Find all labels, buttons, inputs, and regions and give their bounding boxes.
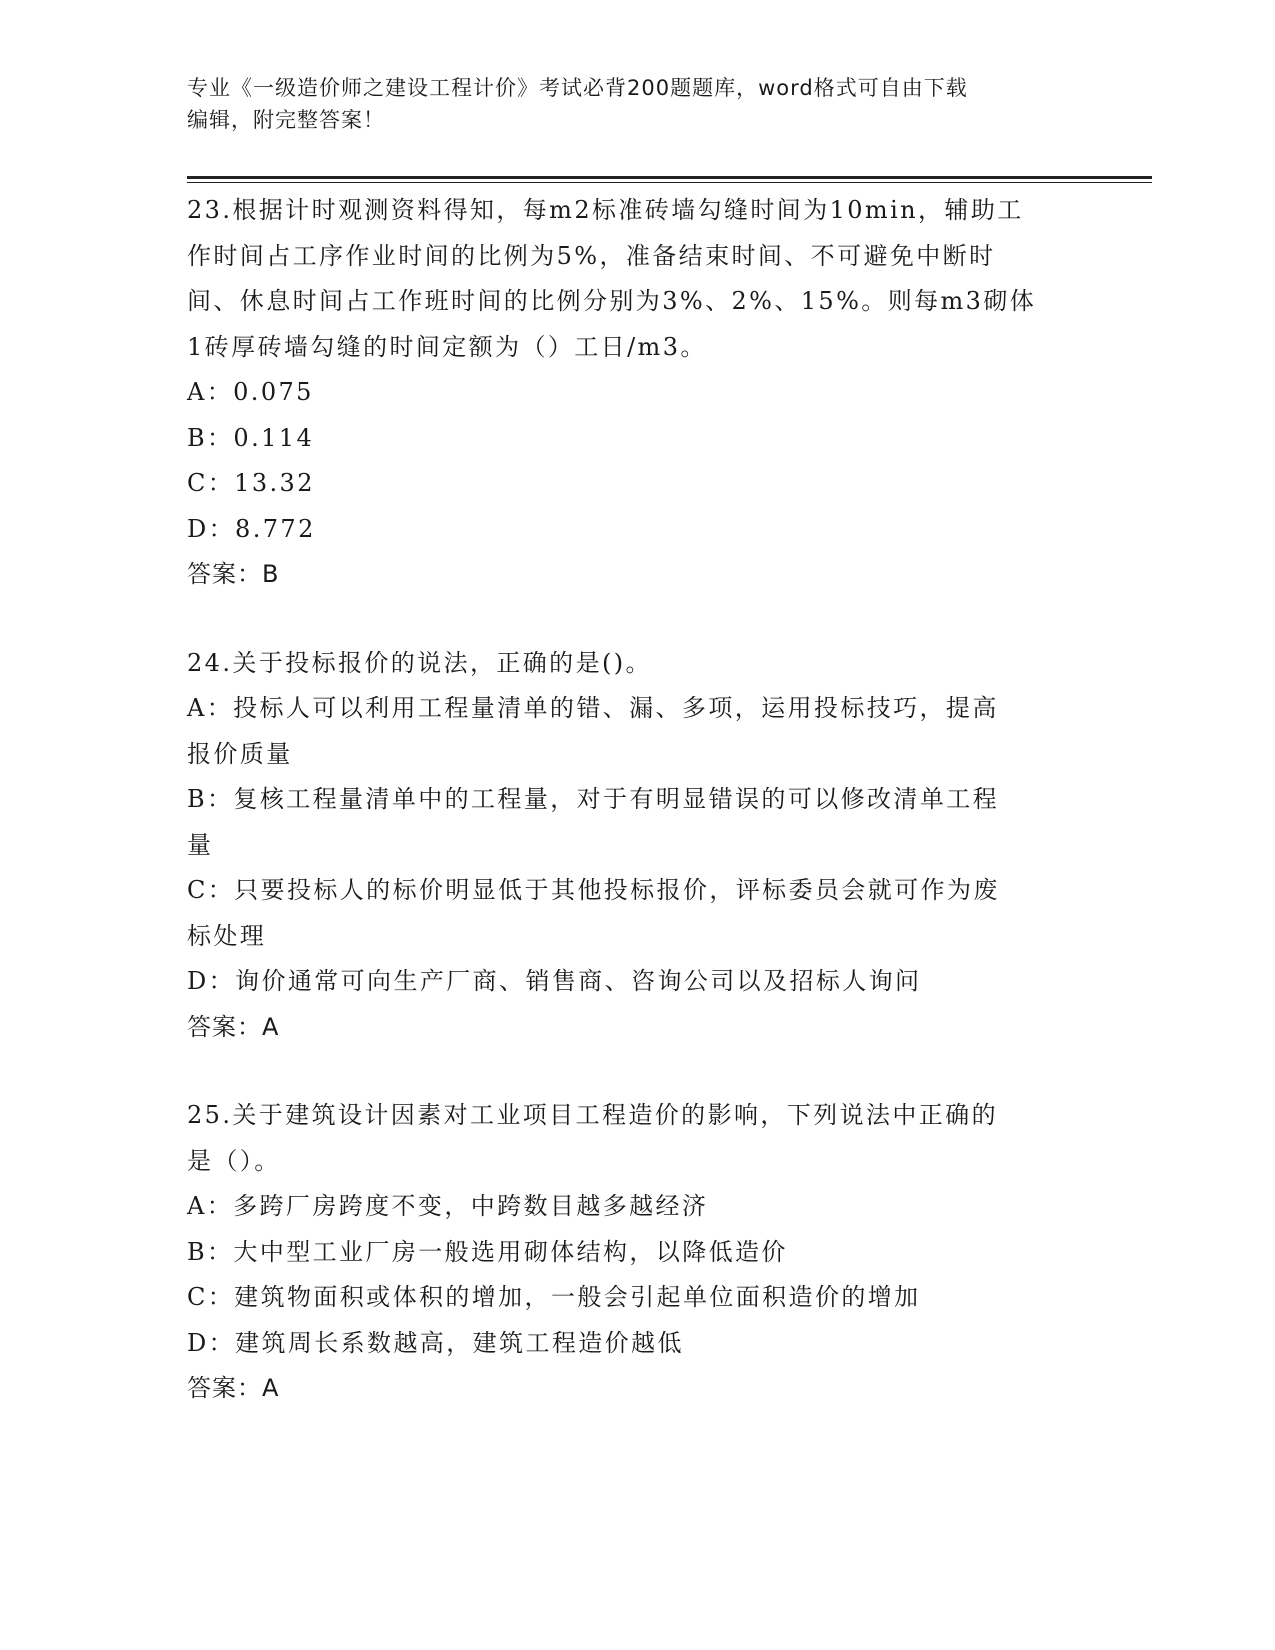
answer-label: 答案：B: [187, 560, 280, 588]
header-divider-thick: [187, 176, 1152, 179]
stem-line: 23.根据计时观测资料得知，每m2标准砖墙勾缝时间为10min，辅助工: [187, 196, 1024, 224]
stem-line: 1砖厚砖墙勾缝的时间定额为（）工日/m3。: [187, 332, 707, 361]
option-a: [187, 1184, 1087, 1230]
option-c: [187, 868, 1087, 959]
header-line-2: 编辑，附完整答案！: [187, 108, 385, 132]
option-d: [187, 507, 1087, 553]
question-stem: [187, 1093, 1087, 1184]
document-header: [187, 72, 1087, 136]
option-a: [187, 370, 1087, 416]
option-line: 报价质量: [187, 739, 293, 768]
stem-line: 是（）。: [187, 1146, 281, 1175]
option-line: C：建筑物面积或体积的增加，一般会引起单位面积造价的增加: [187, 1283, 921, 1311]
option-line: 标处理: [187, 921, 267, 950]
option-line: B：复核工程量清单中的工程量，对于有明显错误的可以修改清单工程: [187, 785, 1000, 813]
option-line: D：建筑周长系数越高，建筑工程造价越低: [187, 1328, 684, 1357]
question-25: [187, 1093, 1087, 1412]
option-line: C：只要投标人的标价明显低于其他投标报价，评标委员会就可作为废: [187, 876, 1000, 904]
option-line: C：13.32: [187, 469, 315, 497]
option-b: [187, 416, 1087, 462]
option-b: [187, 1230, 1087, 1276]
stem-line: 作时间占工序作业时间的比例为5%，准备结束时间、不可避免中断时: [187, 241, 996, 270]
option-d: [187, 959, 1087, 1005]
option-b: [187, 777, 1087, 868]
option-line: B：大中型工业厂房一般选用砌体结构，以降低造价: [187, 1237, 788, 1266]
option-line: 量: [187, 830, 214, 859]
option-line: B：0.114: [187, 423, 315, 452]
question-24: [187, 641, 1087, 1051]
option-line: A：多跨厂房跨度不变，中跨数目越多越经济: [187, 1192, 709, 1220]
option-line: A：投标人可以利用工程量清单的错、漏、多项，运用投标技巧，提高: [187, 694, 999, 722]
option-line: A：0.075: [187, 378, 314, 406]
option-a: [187, 686, 1087, 777]
header-line-1: 专业《一级造价师之建设工程计价》考试必背200题题库，word格式可自由下载: [187, 76, 968, 100]
answer-label: 答案：A: [187, 1012, 280, 1041]
stem-line: 间、休息时间占工作班时间的比例分别为3%、2%、15%。则每m3砌体: [187, 287, 1037, 315]
header-divider-thin: [187, 182, 1152, 183]
answer-label: 答案：A: [187, 1374, 280, 1402]
option-c: [187, 461, 1087, 507]
stem-line: 25.关于建筑设计因素对工业项目工程造价的影响，下列说法中正确的: [187, 1101, 998, 1129]
stem-line: 24.关于投标报价的说法，正确的是()。: [187, 648, 652, 677]
question-stem: [187, 188, 1087, 370]
option-line: D：8.772: [187, 514, 316, 543]
option-c: [187, 1275, 1087, 1321]
option-line: D：询价通常可向生产厂商、销售商、咨询公司以及招标人询问: [187, 967, 922, 995]
question-23: [187, 188, 1087, 598]
question-stem: [187, 641, 1087, 687]
question-list: [187, 188, 1087, 1436]
option-d: [187, 1321, 1087, 1367]
